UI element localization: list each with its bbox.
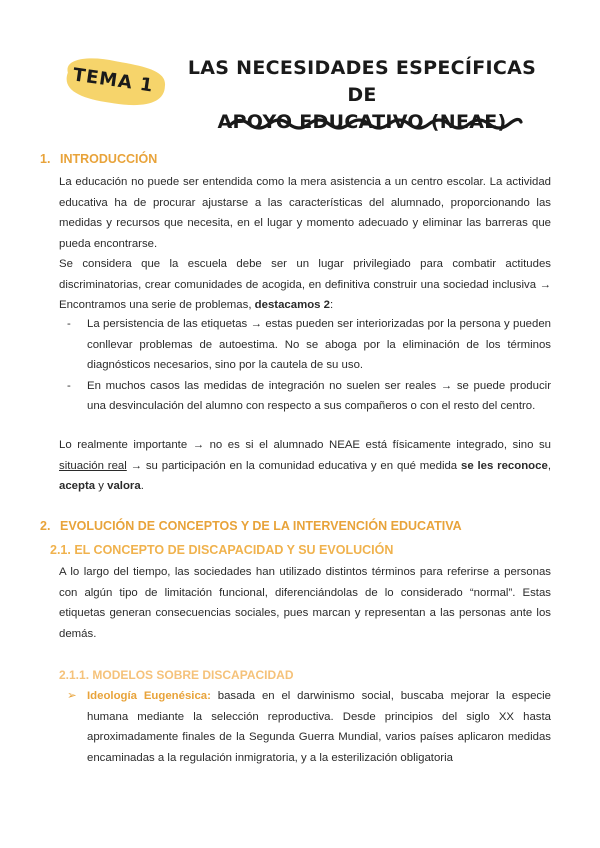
p3-bold-2: acepta bbox=[59, 480, 96, 492]
p3-bold-3: valora bbox=[107, 480, 141, 492]
section-1-title: INTRODUCCIÓN bbox=[60, 152, 158, 166]
intro-paragraph-2 bbox=[59, 254, 551, 316]
p3-underlined: situación real bbox=[59, 459, 127, 472]
problems-list bbox=[59, 314, 551, 417]
model-item-eugenesica bbox=[59, 686, 551, 768]
section-2-number: 2. bbox=[40, 519, 51, 533]
p3-text-d: y bbox=[95, 480, 108, 492]
subsection-2-1-heading: 2.1. EL CONCEPTO DE DISCAPACIDAD Y SU EVOLUCIÓN bbox=[50, 543, 394, 557]
dash-bullet: - bbox=[67, 379, 71, 392]
problem-item-1 bbox=[59, 314, 551, 376]
intro-paragraph-3 bbox=[59, 435, 551, 497]
intro-p2-bold: destacamos 2 bbox=[254, 299, 331, 311]
title-line-2: APOYO EDUCATIVO (NEAE) bbox=[217, 111, 507, 133]
dash-bullet: - bbox=[67, 318, 71, 330]
model-description: basada en el darwinismo social, buscaba mejorar la especie humana mediante la selección reproductiva. Desde principios del siglo XX hasta aproximadamente finales de la Segunda Guerra Mundial, varios países aplicaron medidas encaminadas a la regulación inmigratoria, y a la esterilización obligatoria bbox=[87, 690, 551, 764]
problem-item-2 bbox=[59, 376, 551, 417]
p3-text-b: → su participación en la comunidad educativa y en qué medida bbox=[126, 459, 461, 472]
p3-text-e: . bbox=[140, 480, 144, 492]
problem-item-1-text: La persistencia de las etiquetas → estas pueden ser interiorizadas por la persona y pueden conllevar problemas de autoestima. No se aboga por la eliminación de los términos diagnósticos necesarios, sino por la cautela de su uso. bbox=[87, 318, 551, 371]
squiggle-underline bbox=[225, 114, 525, 134]
p3-bold-1: se les reconoce bbox=[460, 459, 548, 472]
p3-text-c: , bbox=[547, 459, 551, 472]
intro-paragraph-1: La educación no puede ser entendida como la mera asistencia a un centro escolar. La actividad educativa ha de procurar ajustarse a las características del alumnado, proporcionando las medidas y recursos que necesita, en el lugar y momento adecuado y eliminar las barreras que pueda encontrarse. bbox=[59, 176, 551, 250]
subsection-2-1-1-heading: 2.1.1. MODELOS SOBRE DISCAPACIDAD bbox=[59, 668, 294, 682]
model-term: Ideología Eugenésica: bbox=[87, 690, 211, 702]
intro-p2-end: : bbox=[330, 299, 334, 311]
arrow-bullet-icon: ➢ bbox=[67, 690, 77, 702]
subsection-2-1-paragraph: A lo largo del tiempo, las sociedades han utilizado distintos términos para referirse a personas con algún tipo de limitación funcional, diferenciándolas de lo considerado “normal”. Estas etiquetas generan consecuencias sociales, pues marcan y representan a las personas ante los demás. bbox=[59, 566, 551, 640]
badge-label: TEMA 1 bbox=[71, 64, 155, 97]
tema-badge bbox=[54, 49, 172, 114]
problem-item-2-text: En muchos casos las medidas de integración no suelen ser reales → se puede producir una desvinculación del alumno con respecto a sus compañeros o con el resto del centro. bbox=[87, 379, 551, 412]
title-line-1: LAS NECESIDADES ESPECÍFICAS DE bbox=[187, 57, 537, 106]
intro-p2-text: Se considera que la escuela debe ser un lugar privilegiado para combatir actitudes discriminatorias, crear comunidades de acogida, en definitiva construir una sociedad inclusiva → Encontramos una serie de problemas, bbox=[59, 258, 551, 311]
section-2-heading bbox=[40, 519, 462, 533]
section-2-title: EVOLUCIÓN DE CONCEPTOS Y DE LA INTERVENCIÓN EDUCATIVA bbox=[60, 519, 462, 533]
section-1-heading bbox=[40, 152, 157, 166]
p3-text-a: Lo realmente importante → no es si el alumnado NEAE está físicamente integrado, sino su bbox=[59, 439, 551, 451]
section-1-number: 1. bbox=[40, 152, 51, 166]
